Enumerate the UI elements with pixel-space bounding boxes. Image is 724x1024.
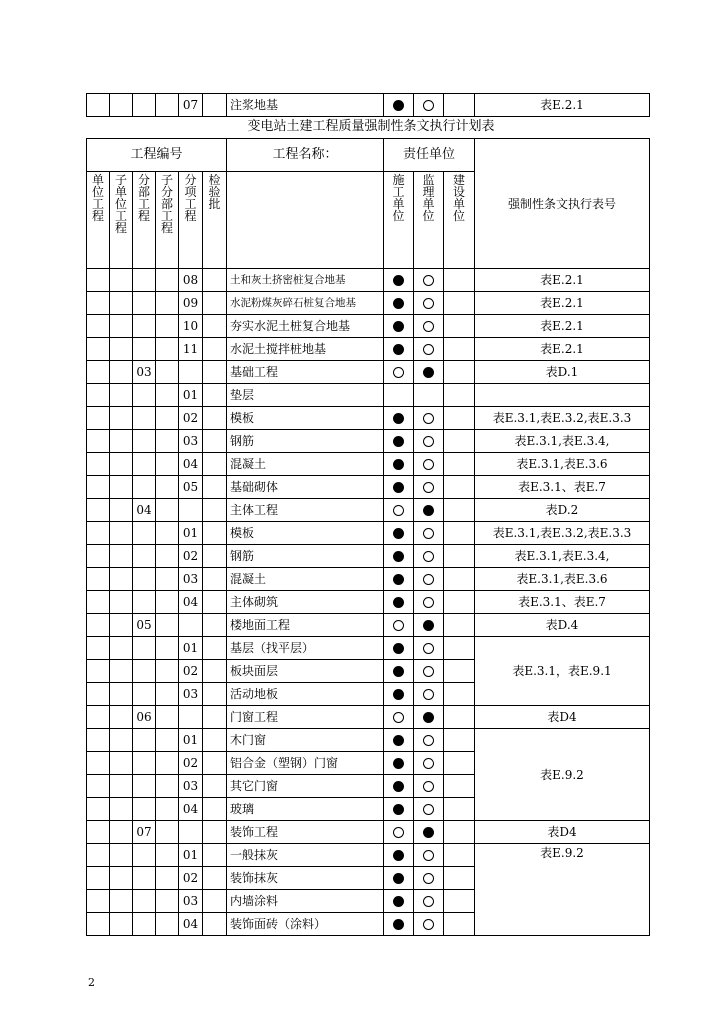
filled-circle-icon [393,597,404,608]
owner-mark [444,614,475,637]
header-table-column: 强制性条文执行表号 [475,139,650,269]
construction-mark [384,867,414,890]
sub-item-code: 05 [179,476,203,499]
filled-circle-icon [393,321,404,332]
construction-mark [384,683,414,706]
filled-circle-icon [393,298,404,309]
table-row [87,844,650,867]
construction-mark [384,706,414,729]
owner-mark [444,775,475,798]
sub-item-code: 02 [179,545,203,568]
table-row [87,499,650,522]
hollow-circle-icon [423,735,434,746]
hollow-circle-icon [423,643,434,654]
project-name-cell: 基础砌体 [227,476,384,499]
supervision-mark [414,476,444,499]
table-code-cell: 表D.4 [475,614,650,637]
construction-mark [384,913,414,936]
supervision-mark [414,453,444,476]
owner-mark [444,522,475,545]
construction-mark [384,430,414,453]
header-inspection-lot: 检 验 批 [203,172,227,269]
construction-mark [384,522,414,545]
filled-circle-icon [393,344,404,355]
table-row [87,821,650,844]
sub-item-code: 08 [179,269,203,292]
owner-mark [444,867,475,890]
owner-mark [444,660,475,683]
owner-mark [444,545,475,568]
project-name-cell: 装饰面砖（涂料） [227,913,384,936]
owner-mark [444,476,475,499]
hollow-circle-icon [423,919,434,930]
construction-mark [384,361,414,384]
supervision-mark [414,384,444,407]
sub-item-code: 03 [179,568,203,591]
filled-circle-icon [393,919,404,930]
filled-circle-icon [393,528,404,539]
supervision-mark [414,269,444,292]
sub-item-code [179,706,203,729]
sub-item-code: 02 [179,867,203,890]
filled-circle-icon [423,367,434,378]
sub-item-code: 03 [179,775,203,798]
table-row [87,361,650,384]
division-code [133,453,156,476]
hollow-circle-icon [423,100,434,111]
hollow-circle-icon [423,597,434,608]
sub-item-code [179,499,203,522]
table-row [87,614,650,637]
hollow-circle-icon [423,344,434,355]
sub-item-code: 04 [179,591,203,614]
supervision-mark [414,913,444,936]
table-row [87,476,650,499]
table-code-cell: 表E.2.1 [475,269,650,292]
project-name-cell: 模板 [227,522,384,545]
sub-item-code [179,614,203,637]
project-name-cell: 一般抹灰 [227,844,384,867]
project-name-cell: 铝合金（塑钢）门窗 [227,752,384,775]
division-code [133,430,156,453]
project-name-cell: 活动地板 [227,683,384,706]
sub-item-code: 04 [179,453,203,476]
filled-circle-icon [393,758,404,769]
project-name-cell: 土和灰土挤密桩复合地基 [227,269,384,292]
header-project-name: 工程名称： [227,139,384,172]
project-name-cell: 基础工程 [227,361,384,384]
sub-item-code: 02 [179,752,203,775]
project-name-cell: 玻璃 [227,798,384,821]
construction-mark [384,453,414,476]
table-code-cell: 表E.3.1、表E.7 [475,476,650,499]
construction-mark [384,568,414,591]
supervision-mark [414,338,444,361]
sub-item-code: 01 [179,729,203,752]
supervision-mark [414,292,444,315]
sub-item-code: 01 [179,384,203,407]
filled-circle-icon [393,551,404,562]
construction-mark [384,660,414,683]
sub-item-code: 03 [179,430,203,453]
table-code-cell [475,384,650,407]
supervision-mark [414,890,444,913]
project-name-cell: 夯实水泥土桩复合地基 [227,315,384,338]
filled-circle-icon [423,620,434,631]
project-name-cell: 其它门窗 [227,775,384,798]
table-code-cell: 表E.3.1,表E.3.4, [475,545,650,568]
project-name-cell: 门窗工程 [227,706,384,729]
division-code [133,292,156,315]
owner-mark [444,913,475,936]
table-code-cell: 表E.2.1 [475,292,650,315]
supervision-mark [414,430,444,453]
table-code-cell: 表E.3.1,表E.3.2,表E.3.3 [475,407,650,430]
table-row [87,591,650,614]
division-code [133,729,156,752]
filled-circle-icon [423,712,434,723]
sub-item-code: 01 [179,637,203,660]
construction-mark [384,775,414,798]
page-number: 2 [88,976,95,989]
construction-mark [384,614,414,637]
project-name-cell: 主体砌筑 [227,591,384,614]
table-code-cell: 表E.2.1 [475,94,650,117]
hollow-circle-icon [423,436,434,447]
division-code [133,890,156,913]
sub-item-code: 09 [179,292,203,315]
owner-mark [444,407,475,430]
hollow-circle-icon [423,459,434,470]
division-code [133,269,156,292]
header-sub-unit-project: 子 单 位 工 程 [110,172,133,269]
project-name-cell: 板块面层 [227,660,384,683]
filled-circle-icon [393,850,404,861]
owner-mark [444,384,475,407]
sub-item-code [179,821,203,844]
filled-circle-icon [393,873,404,884]
division-code [133,844,156,867]
supervision-mark [414,614,444,637]
project-name-cell: 主体工程 [227,499,384,522]
table-row [87,637,650,660]
owner-mark [444,499,475,522]
construction-mark [384,292,414,315]
table-code-cell: 表E.9.2 [475,844,650,936]
filled-circle-icon [393,574,404,585]
division-code [133,476,156,499]
filled-circle-icon [393,413,404,424]
supervision-mark [414,660,444,683]
header-unit-project: 单 位 工 程 [87,172,110,269]
construction-mark [384,384,414,407]
owner-mark [444,315,475,338]
filled-circle-icon [393,781,404,792]
construction-mark [384,476,414,499]
division-code [133,683,156,706]
construction-mark [384,798,414,821]
construction-mark [384,752,414,775]
table-code-cell: 表D.2 [475,499,650,522]
construction-mark [384,269,414,292]
hollow-circle-icon [423,275,434,286]
division-code [133,752,156,775]
filled-circle-icon [393,896,404,907]
project-name-cell: 模板 [227,407,384,430]
table-row [87,269,650,292]
table-row [87,453,650,476]
hollow-circle-icon [423,873,434,884]
division-code: 03 [133,361,156,384]
supervision-mark [414,683,444,706]
sub-item-code: 04 [179,913,203,936]
owner-mark [444,890,475,913]
owner-mark [444,430,475,453]
supervision-mark [414,407,444,430]
table-row [87,407,650,430]
division-code [133,798,156,821]
sub-item-code: 01 [179,522,203,545]
table-code-cell: 表E.3.1，表E.9.1 [475,637,650,706]
owner-mark [444,752,475,775]
table-code-cell: 表D.1 [475,361,650,384]
hollow-circle-icon [423,574,434,585]
owner-mark [444,706,475,729]
continuation-table [86,93,650,117]
header-sub-division-project: 子 分 部 工 程 [156,172,179,269]
hollow-circle-icon [393,505,404,516]
filled-circle-icon [393,482,404,493]
supervision-mark [414,522,444,545]
table-code-cell: 表D4 [475,706,650,729]
hollow-circle-icon [393,620,404,631]
table-code-cell: 表E.2.1 [475,315,650,338]
owner-mark [444,637,475,660]
hollow-circle-icon [423,781,434,792]
project-name-cell: 水泥土搅拌桩地基 [227,338,384,361]
division-code [133,522,156,545]
header-responsible-unit: 责任单位 [384,139,475,172]
header-row [87,139,650,172]
division-code [133,775,156,798]
sub-item-code: 07 [179,94,203,117]
supervision-mark [414,637,444,660]
hollow-circle-icon [393,712,404,723]
division-code [133,637,156,660]
supervision-mark [414,752,444,775]
hollow-circle-icon [423,482,434,493]
table-row [87,430,650,453]
division-code [133,315,156,338]
supervision-mark [414,821,444,844]
construction-mark [384,591,414,614]
supervision-mark [414,591,444,614]
page-title: 变电站土建工程质量强制性条文执行计划表 [247,119,495,134]
sub-item-code: 03 [179,683,203,706]
filled-circle-icon [393,735,404,746]
hollow-circle-icon [423,758,434,769]
supervision-mark [414,775,444,798]
division-code: 06 [133,706,156,729]
supervision-mark [414,315,444,338]
project-name-cell: 楼地面工程 [227,614,384,637]
owner-mark [444,453,475,476]
supervision-mark [414,798,444,821]
construction-mark [384,315,414,338]
project-name-cell: 钢筋 [227,430,384,453]
supervision-mark [414,706,444,729]
filled-circle-icon [393,643,404,654]
hollow-circle-icon [393,827,404,838]
division-code [133,384,156,407]
table-code-cell: 表E.3.1,表E.3.6 [475,568,650,591]
owner-mark [444,798,475,821]
supervision-mark [414,867,444,890]
division-code [133,591,156,614]
owner-mark [444,338,475,361]
hollow-circle-icon [393,367,404,378]
header-construction-unit: 施 工 单 位 [384,172,414,269]
table-row [87,545,650,568]
hollow-circle-icon [423,551,434,562]
owner-mark [444,269,475,292]
project-name-cell: 装饰抹灰 [227,867,384,890]
table-code-cell: 表E.2.1 [475,338,650,361]
division-code [133,568,156,591]
filled-circle-icon [393,275,404,286]
table-row [87,292,650,315]
division-code [133,545,156,568]
table-code-cell: 表D4 [475,821,650,844]
owner-mark [444,844,475,867]
table-code-cell: 表E.9.2 [475,729,650,821]
construction-mark [384,844,414,867]
division-code [133,913,156,936]
sub-item-code: 02 [179,660,203,683]
division-code: 05 [133,614,156,637]
hollow-circle-icon [423,804,434,815]
project-name-cell: 木门窗 [227,729,384,752]
hollow-circle-icon [423,528,434,539]
filled-circle-icon [393,804,404,815]
project-name-cell: 水泥粉煤灰碎石桩复合地基 [227,292,384,315]
owner-mark [444,568,475,591]
hollow-circle-icon [423,896,434,907]
sub-item-code: 04 [179,798,203,821]
owner-mark [444,361,475,384]
table-row [87,706,650,729]
table-code-cell: 表E.3.1,表E.3.2,表E.3.3 [475,522,650,545]
header-supervision-unit: 监 理 单 位 [414,172,444,269]
hollow-circle-icon [423,666,434,677]
supervision-mark [414,545,444,568]
division-code [133,407,156,430]
table-code-cell: 表E.3.1,表E.3.6 [475,453,650,476]
hollow-circle-icon [423,850,434,861]
owner-mark [444,591,475,614]
sub-item-code: 03 [179,890,203,913]
filled-circle-icon [393,689,404,700]
division-code [133,867,156,890]
supervision-mark [414,729,444,752]
sub-item-code [179,361,203,384]
filled-circle-icon [393,666,404,677]
construction-mark [384,545,414,568]
division-code [133,660,156,683]
project-name-cell: 基层（找平层） [227,637,384,660]
supervision-mark [414,499,444,522]
table-row [87,94,650,117]
construction-mark [384,821,414,844]
supervision-mark [414,844,444,867]
table-code-cell: 表E.3.1,表E.3.4, [475,430,650,453]
construction-mark [384,499,414,522]
construction-mark [384,729,414,752]
project-name-cell: 垫层 [227,384,384,407]
project-name-cell: 混凝土 [227,568,384,591]
table-row [87,315,650,338]
filled-circle-icon [393,100,404,111]
table-code-cell: 表E.3.1、表E.7 [475,591,650,614]
division-code: 07 [133,821,156,844]
hollow-circle-icon [423,689,434,700]
project-name-cell: 钢筋 [227,545,384,568]
construction-mark [384,637,414,660]
header-division-project: 分 部 工 程 [133,172,156,269]
supervision-mark [414,568,444,591]
header-project-code: 工程编号 [87,139,227,172]
hollow-circle-icon [423,321,434,332]
header-sub-item-project: 分 项 工 程 [179,172,203,269]
table-row [87,338,650,361]
division-code: 04 [133,499,156,522]
sub-item-code: 02 [179,407,203,430]
owner-mark [444,821,475,844]
project-name-cell: 混凝土 [227,453,384,476]
table-row [87,729,650,752]
project-name-cell: 内墙涂料 [227,890,384,913]
hollow-circle-icon [423,298,434,309]
hollow-circle-icon [423,413,434,424]
header-owner-unit: 建 设 单 位 [444,172,475,269]
construction-mark [384,338,414,361]
plan-table [86,138,650,936]
filled-circle-icon [423,505,434,516]
sub-item-code: 11 [179,338,203,361]
owner-mark [444,683,475,706]
table-row [87,384,650,407]
project-name-cell: 装饰工程 [227,821,384,844]
owner-mark [444,729,475,752]
table-row [87,568,650,591]
project-name-cell: 注浆地基 [227,94,384,117]
filled-circle-icon [393,459,404,470]
sub-item-code: 10 [179,315,203,338]
construction-mark [384,890,414,913]
table-row [87,522,650,545]
supervision-mark [414,361,444,384]
division-code [133,338,156,361]
owner-mark [444,292,475,315]
sub-item-code: 01 [179,844,203,867]
construction-mark [384,407,414,430]
filled-circle-icon [393,436,404,447]
filled-circle-icon [423,827,434,838]
